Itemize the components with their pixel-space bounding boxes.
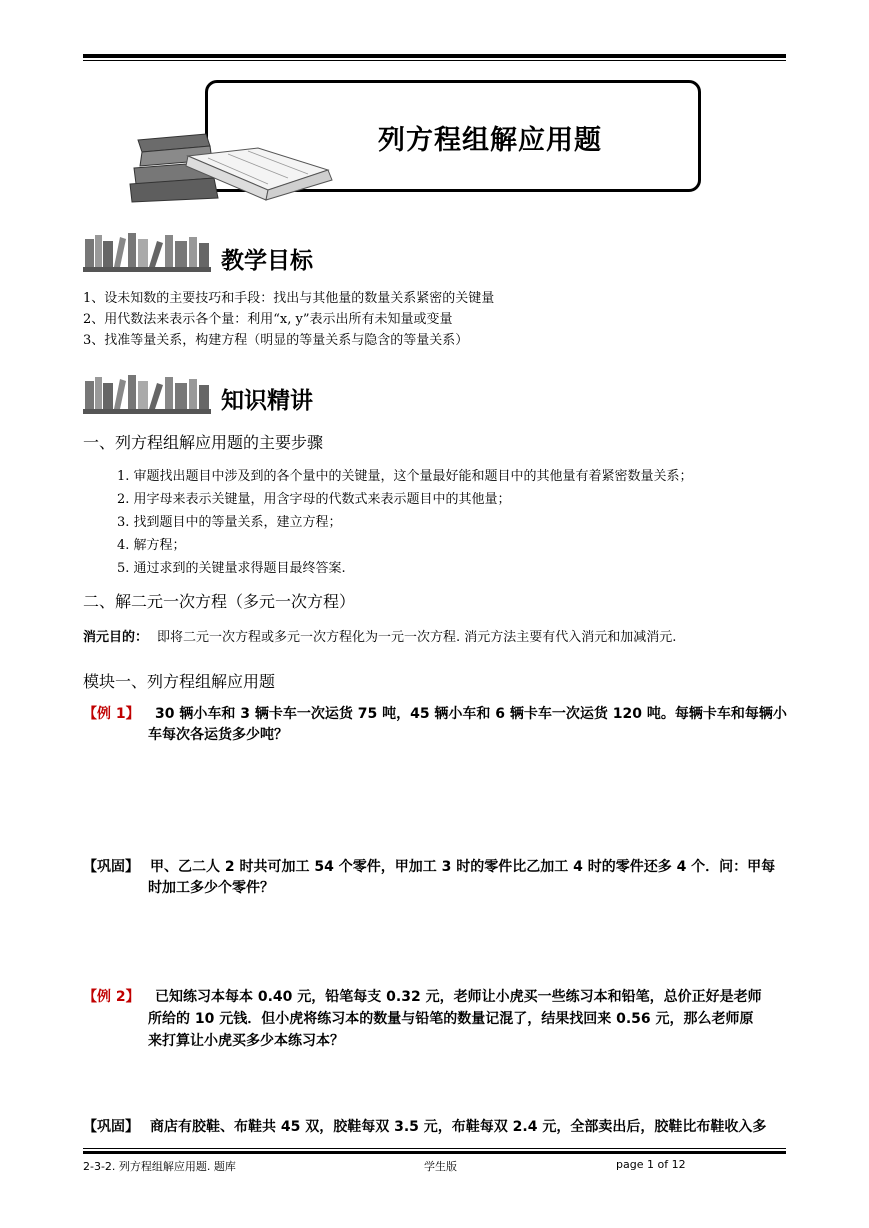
problem-text-line: 已知练习本每本 0.40 元，铅笔每支 0.32 元，老师让小虎买一些练习本和铅笔，总价正好是老师 — [155, 989, 762, 1005]
bookshelf-icon — [83, 229, 211, 273]
step-item: 2. 用字母来表示关键量，用含字母的代数式来表示题目中的其他量； — [117, 492, 511, 507]
elimination-label: 消元目的： — [83, 630, 149, 645]
problem-text-line: 商店有胶鞋、布鞋共 45 双，胶鞋每双 3.5 元，布鞋每双 2.4 元，全部卖出后，胶鞋比布鞋收入多 — [150, 1119, 767, 1135]
problem-label-practice-2: 【巩固】 — [83, 1119, 139, 1135]
header-rule — [83, 54, 786, 58]
step-item: 3. 找到题目中的等量关系，建立方程； — [117, 515, 342, 530]
section-title-objectives: 教学目标 — [221, 248, 313, 274]
problem-text-line: 甲、乙二人 2 时共可加工 54 个零件，甲加工 3 时的零件比乙加工 4 时的零件还多 4 个．问：甲每 — [150, 859, 776, 875]
objective-item: 2、用代数法来表示各个量：利用“x, y”表示出所有未知量或变量 — [83, 312, 453, 327]
bookshelf-icon — [83, 371, 211, 415]
footer-rule — [83, 1151, 786, 1154]
step-item: 5. 通过求到的关键量求得题目最终答案. — [117, 561, 346, 576]
heading-elimination: 二、解二元一次方程（多元一次方程） — [83, 592, 356, 611]
objective-item: 3、找准等量关系，构建方程（明显的等量关系与隐含的等量关系） — [83, 333, 469, 348]
footer-edition: 学生版 — [424, 1160, 457, 1173]
heading-steps: 一、列方程组解应用题的主要步骤 — [83, 433, 324, 452]
problem-label-example-1: 【例 1】 — [83, 706, 140, 722]
footer-page-number: page 1 of 12 — [616, 1158, 686, 1171]
header-rule-thin — [83, 60, 786, 61]
step-item: 1. 审题找出题目中涉及到的各个量中的关键量，这个量最好能和题目中的其他量有着紧密数量关系； — [117, 469, 693, 484]
page-title: 列方程组解应用题 — [378, 125, 602, 156]
module-heading: 模块一、列方程组解应用题 — [83, 672, 276, 691]
problem-text-line: 30 辆小车和 3 辆卡车一次运货 75 吨，45 辆小车和 6 辆卡车一次运货 120 吨。每辆卡车和每辆小 — [155, 706, 787, 722]
elimination-text: 即将二元一次方程或多元一次方程化为一元一次方程. 消元方法主要有代入消元和加减消元. — [157, 630, 677, 645]
section-title-knowledge: 知识精讲 — [221, 388, 313, 414]
problem-text-line: 所给的 10 元钱．但小虎将练习本的数量与铅笔的数量记混了，结果找回来 0.56 元，那么老师原 — [148, 1011, 754, 1027]
problem-label-example-2: 【例 2】 — [83, 989, 140, 1005]
books-icon — [128, 126, 338, 204]
problem-text-line: 时加工多少个零件？ — [148, 880, 274, 896]
footer-doc-name: 2-3-2. 列方程组解应用题. 题库 — [83, 1160, 236, 1173]
step-item: 4. 解方程； — [117, 538, 186, 553]
footer-rule-thin — [83, 1148, 786, 1149]
problem-text-line: 来打算让小虎买多少本练习本？ — [148, 1033, 344, 1049]
problem-text-line: 车每次各运货多少吨？ — [148, 727, 288, 743]
problem-label-practice-1: 【巩固】 — [83, 859, 139, 875]
objective-item: 1、设未知数的主要技巧和手段：找出与其他量的数量关系紧密的关键量 — [83, 291, 495, 306]
